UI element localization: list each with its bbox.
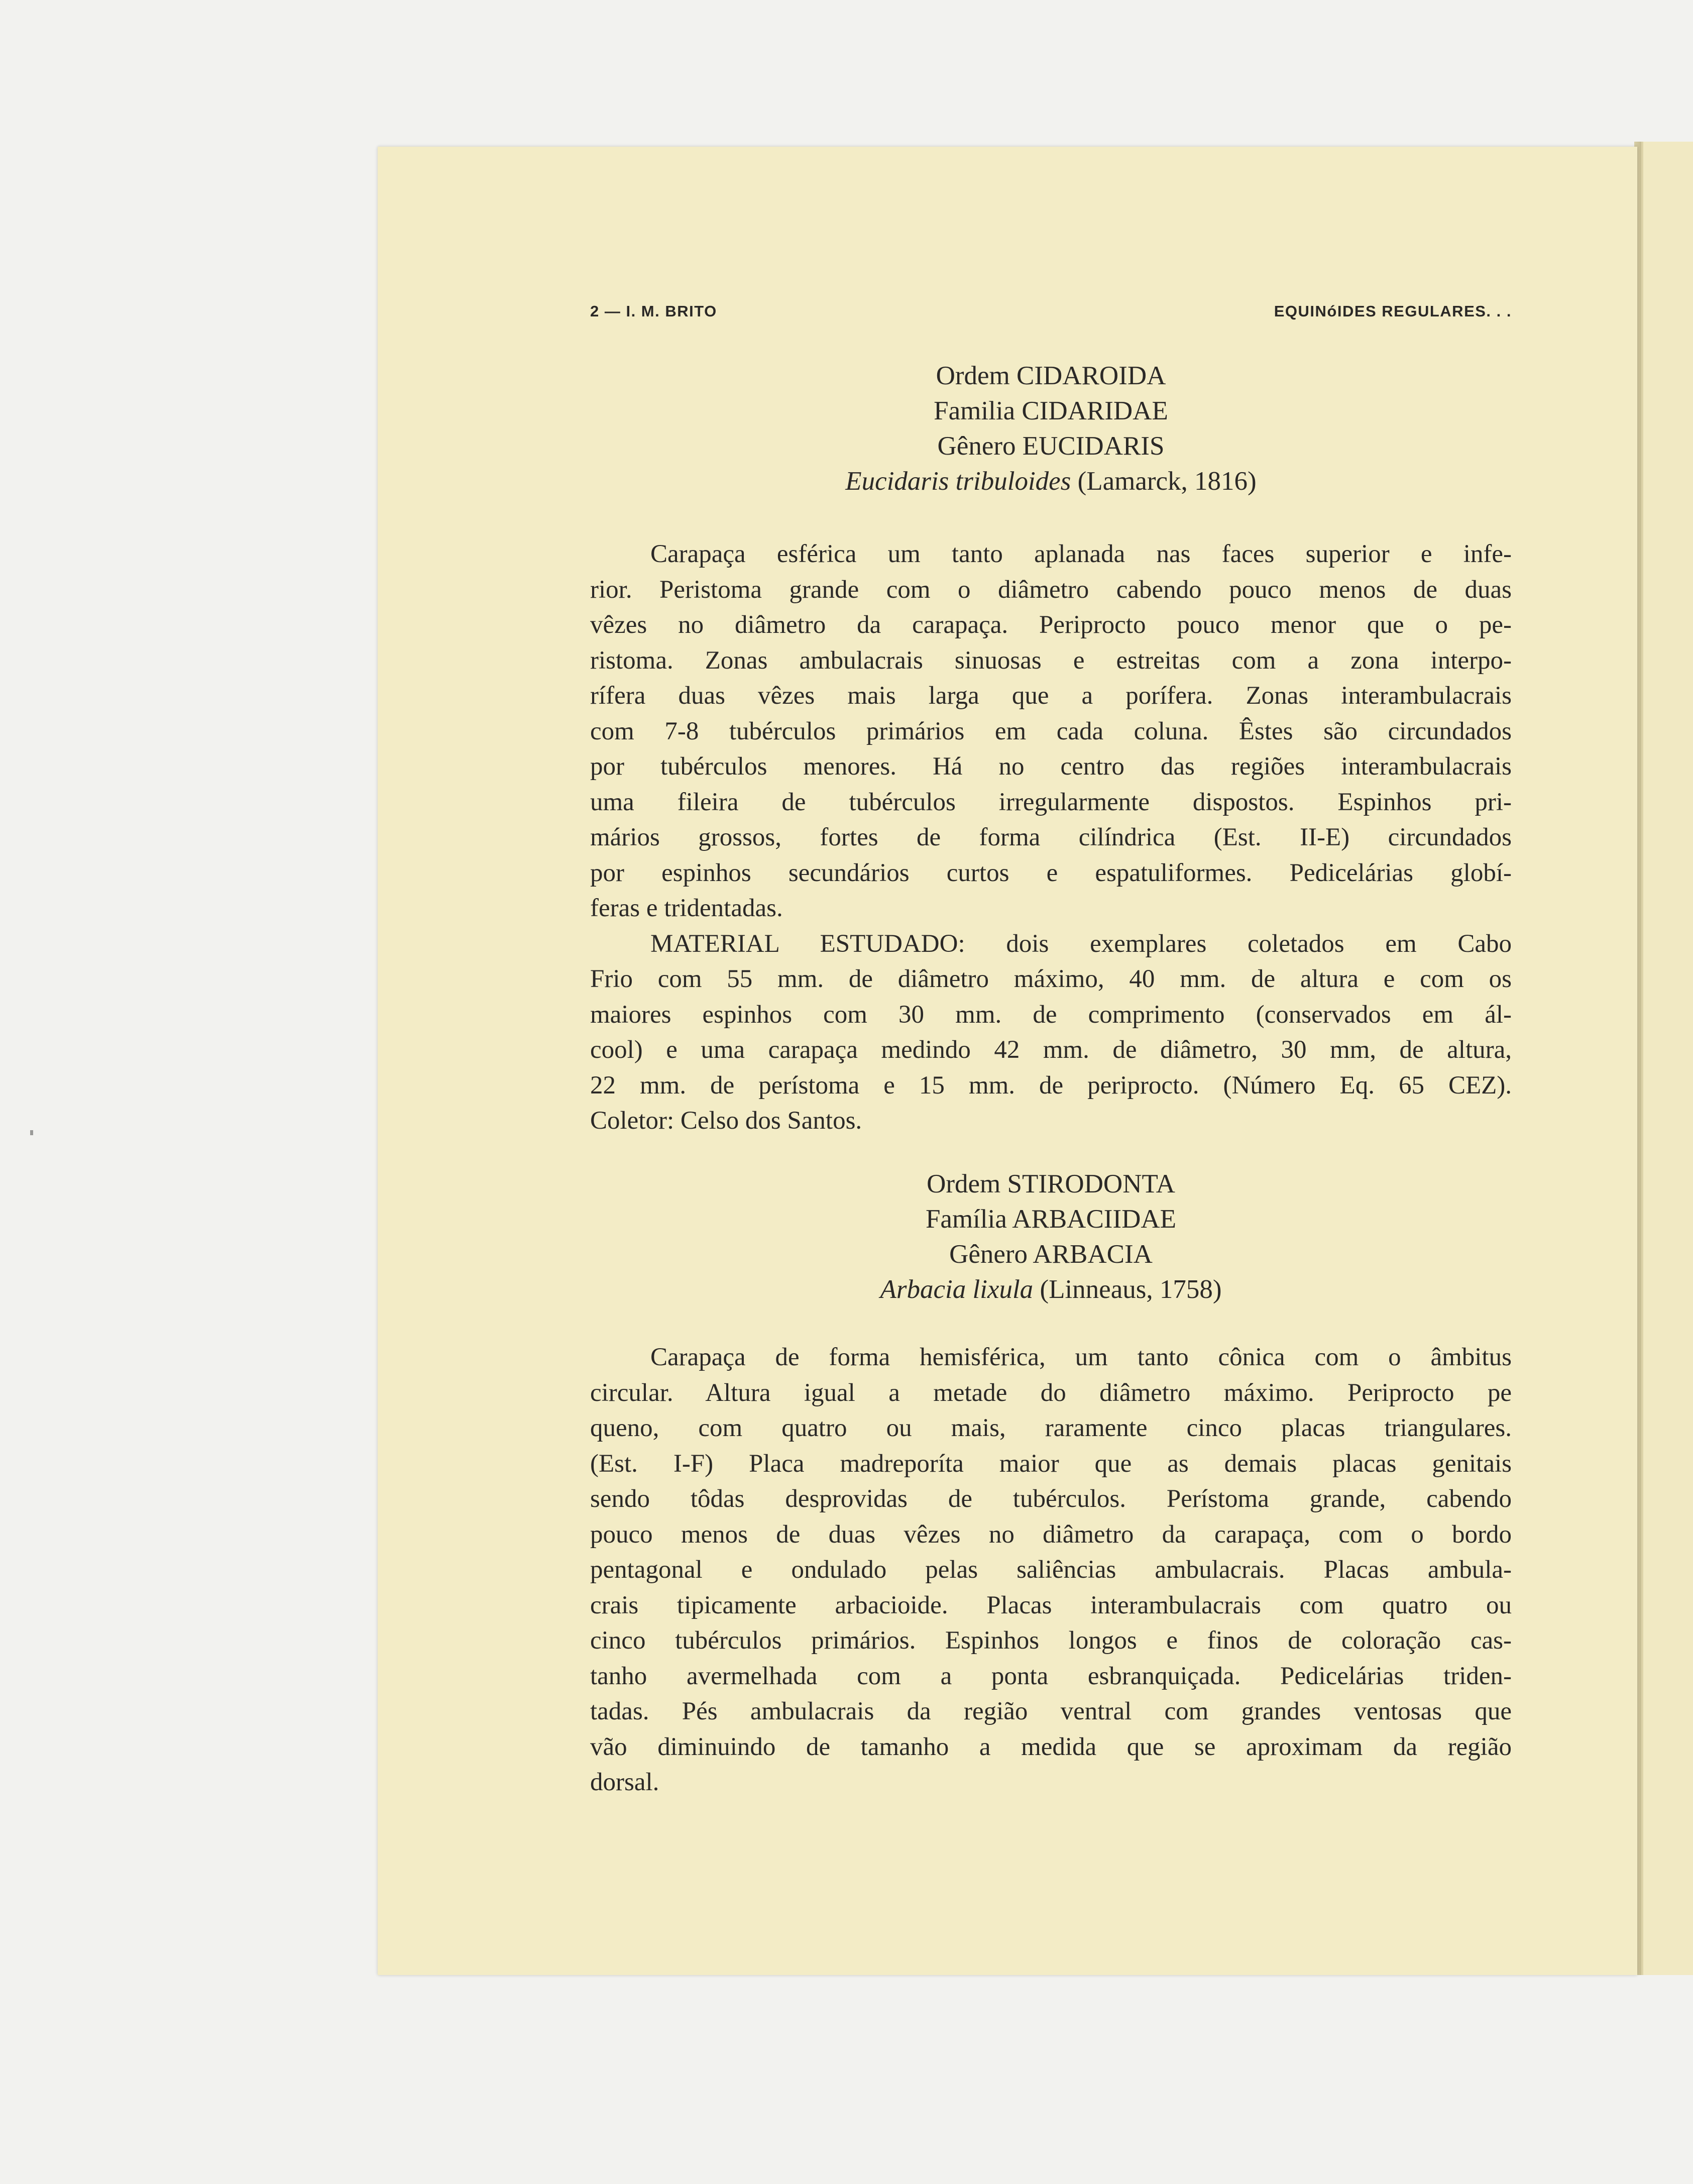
text-line: sendo tôdas desprovidas de tubérculos. Perístoma grande, cabendo [590,1485,1512,1513]
text-line: por tubérculos menores. Há no centro das regiões interambulacrais [590,752,1512,781]
text-line: MATERIAL ESTUDADO: dois exemplares coletados em Cabo [650,929,1512,958]
genus-heading: Gênero ARBACIA [949,1240,1153,1269]
text-line: cool) e uma carapaça medindo 42 mm. de diâmetro, 30 mm, de altura, [590,1036,1512,1064]
species-author: (Lamarck, 1816) [1071,467,1257,496]
text-line: rior. Peristoma grande com o diâmetro cabendo pouco menos de duas [590,575,1512,604]
text-line: tanho avermelhada com a ponta esbranquiçada. Pedicelárias triden- [590,1662,1512,1690]
text-line: feras e tridentadas. [590,894,783,922]
text-line: Carapaça esférica um tanto aplanada nas faces superior e infe- [650,540,1512,568]
text-line: maiores espinhos com 30 mm. de comprimento (conservados em ál- [590,1000,1512,1029]
text-line: mários grossos, fortes de forma cilíndrica (Est. II-E) circundados [590,823,1512,851]
text-line: dorsal. [590,1768,659,1796]
text-line: (Est. I-F) Placa madreporíta maior que as demais placas genitais [590,1449,1512,1478]
text-line: circular. Altura igual a metade do diâmetro máximo. Periprocto pe [590,1378,1512,1407]
order-heading: Ordem CIDAROIDA [936,361,1166,390]
taxon-heading-stirodonta [590,1166,1512,1307]
scan-speck [30,1130,33,1135]
text-line: pentagonal e ondulado pelas saliências ambulacrais. Placas ambula- [590,1556,1512,1584]
adjacent-page [1641,142,1693,1975]
text-line: pouco menos de duas vêzes no diâmetro da carapaça, com o bordo [590,1520,1512,1549]
text-line: Carapaça de forma hemisférica, um tanto cônica com o âmbitus [650,1343,1512,1371]
text-line: vão diminuindo de tamanho a medida que se aproximam da região [590,1732,1512,1761]
order-heading: Ordem STIRODONTA [927,1169,1175,1198]
running-head-title: EQUINóIDES REGULARES. . . [1274,302,1512,320]
species-heading [590,1272,1512,1307]
text-line: cinco tubérculos primários. Espinhos longos e finos de coloração cas- [590,1626,1512,1655]
running-head [590,302,1512,322]
text-line: 22 mm. de perístoma e 15 mm. de periprocto. (Número Eq. 65 CEZ). [590,1071,1512,1100]
text-line: tadas. Pés ambulacrais da região ventral com grandes ventosas que [590,1697,1512,1725]
text-line: vêzes no diâmetro da carapaça. Periprocto pouco menor que o pe- [590,611,1512,639]
text-line: crais tipicamente arbacioide. Placas interambulacrais com quatro ou [590,1591,1512,1619]
species-description-arbacia [590,1340,1512,1800]
text-line: por espinhos secundários curtos e espatuliformes. Pedicelárias globí- [590,858,1512,887]
text-line: uma fileira de tubérculos irregularmente dispostos. Espinhos pri- [590,788,1512,816]
text-line: rífera duas vêzes mais larga que a porífera. Zonas interambulacrais [590,682,1512,710]
genus-heading: Gênero EUCIDARIS [937,431,1165,461]
text-line: Frio com 55 mm. de diâmetro máximo, 40 mm. de altura e com os [590,965,1512,993]
species-heading [590,464,1512,499]
family-heading: Família ARBACIIDAE [925,1205,1177,1234]
species-author: (Linneaus, 1758) [1033,1275,1222,1304]
running-head-author: 2 — I. M. BRITO [590,302,717,320]
species-description-eucidaris [590,536,1512,1139]
text-line: queno, com quatro ou mais, raramente cinco placas triangulares. [590,1414,1512,1442]
text-line: ristoma. Zonas ambulacrais sinuosas e estreitas com a zona interpo- [590,646,1512,675]
text-line: com 7-8 tubérculos primários em cada coluna. Êstes são circundados [590,717,1512,745]
species-name: Arbacia lixula [880,1275,1034,1304]
family-heading: Familia CIDARIDAE [934,396,1168,425]
species-name: Eucidaris tribuloides [845,467,1071,496]
text-line: Coletor: Celso dos Santos. [590,1107,862,1135]
taxon-heading-cidaroida [590,358,1512,499]
